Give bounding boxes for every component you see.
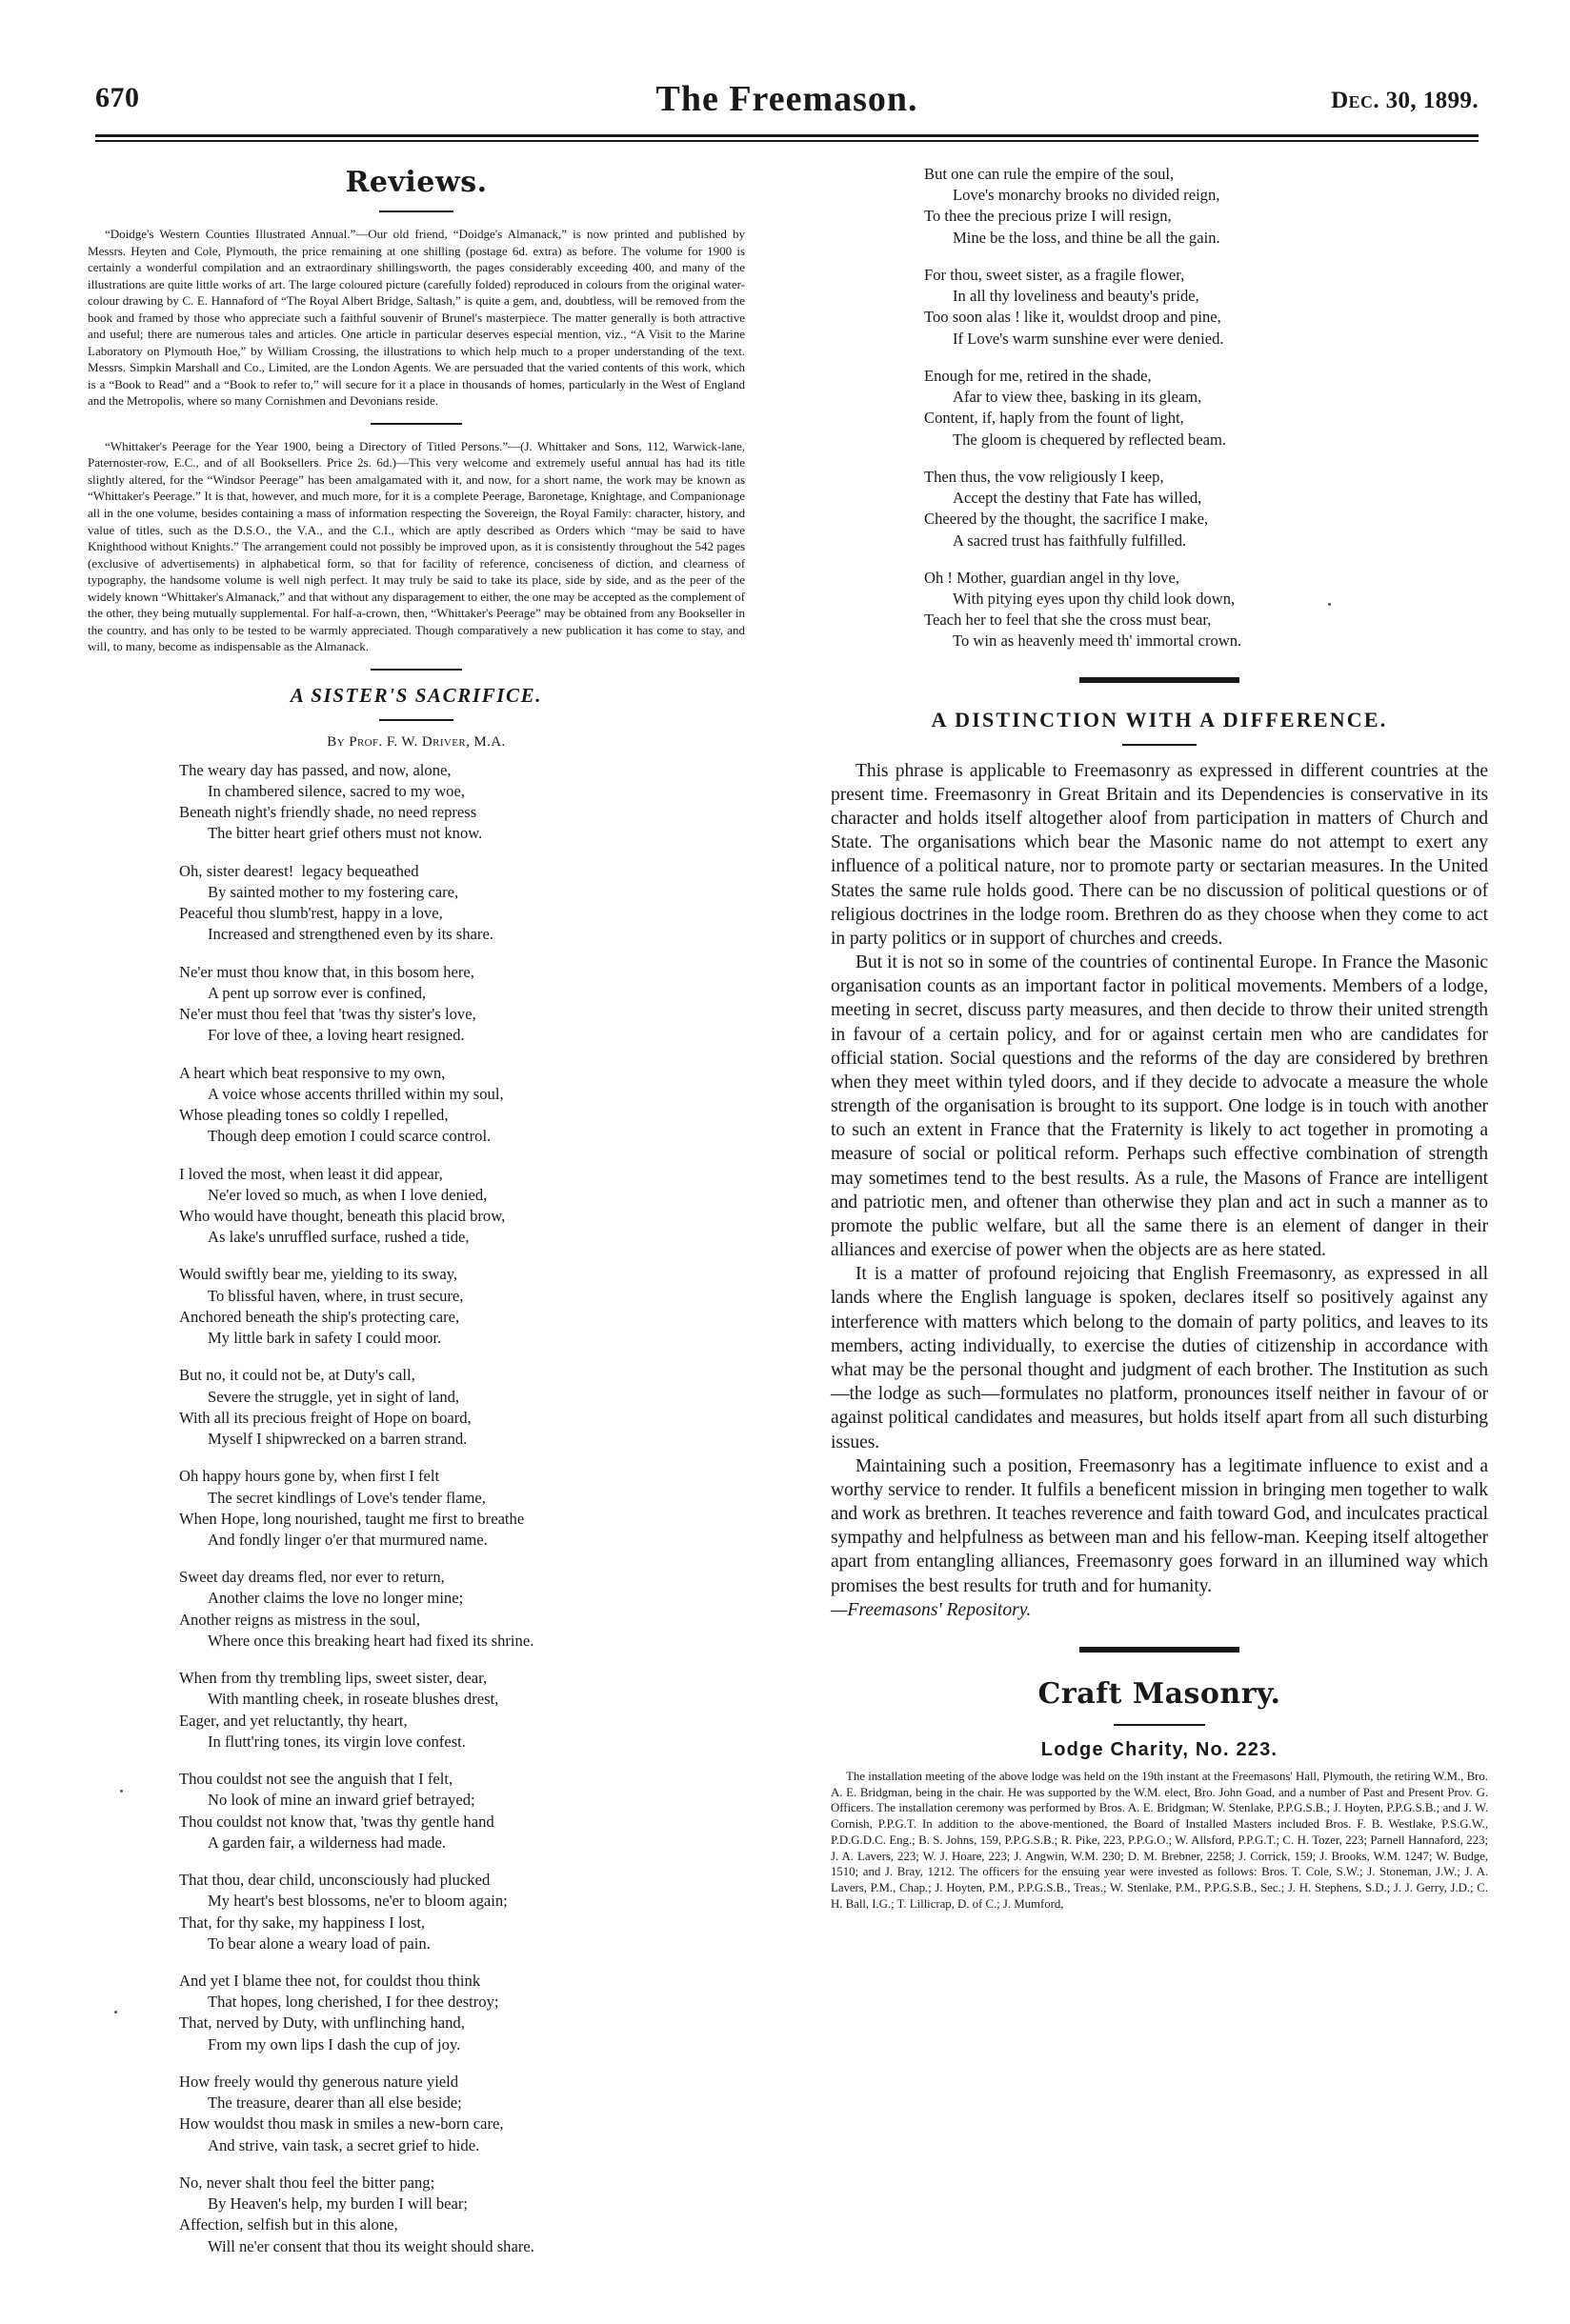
poem-line: My heart's best blossoms, ne'er to bloom again; xyxy=(208,1892,508,1911)
poem-line: And fondly linger o'er that murmured name. xyxy=(208,1531,488,1550)
article-paragraph: Maintaining such a position, Freemasonry has a legitimate influence to exist and a worthy service to render. It fulfils a beneficent mission in bringing men together to walk and work as brethren. It teaches reverence and faith toward God, and inculcates practical sympathy and helpfulness as between man and his fellow-man. Keeping itself altogether apart from entangling alliances, Freemasonry goes forward in an illumined way which promises the best results for truth and for humanity. xyxy=(831,1455,1488,1596)
poem-line: How wouldst thou mask in smiles a new-born care, xyxy=(179,2114,504,2134)
poem-line: Then thus, the vow religiously I keep, xyxy=(924,467,1164,486)
poem-stanza xyxy=(179,2173,745,2257)
poem-line: The weary day has passed, and now, alone, xyxy=(179,760,452,779)
poem-line: Eager, and yet reluctantly, thy heart, xyxy=(179,1711,408,1730)
poem-line: A sacred trust has faithfully fulfilled. xyxy=(953,531,1187,550)
article-body xyxy=(831,759,1488,1622)
poem-line: That hopes, long cherished, I for thee destroy; xyxy=(208,1993,499,2012)
lodge-report-text: The installation meeting of the above lodge was held on the 19th instant at the Freemasons' Hall, Plymouth, the retiring W.M., Bro. A. E. Bridgman, being in the chair. He was supported by the W.M. elect, Bro. John Goad, and a number of Past and Present Prov. G. Officers. The installation ceremony was performed by Bros. A. E. Bridgman; W. Stenlake, P.P.G.S.B.; J. Hoyten, P.P.G.S.B.; and J. W. Cornish, P.P.G.T. In addition to the above-mentioned, the Board of Installed Masters included Bros. F. B. Westlake, P.S.G.W., P.D.G.D.C. Eng.; B. S. Johns, 159, P.P.G.S.B.; R. Pike, 223, P.P.G.O.; W. Allsford, P.P.G.T.; C. H. Tozer, 223; Parnell Hannaford, 223; J. A. Lavers, 223; W. J. Hoare, 223; J. Angwin, W.M. 230; D. M. Brebner, 2258; J. Corrick, 159; J. Brooks, W.M. 1247; W. Budge, 1510; and J. Bray, 1212. The officers for the ensuing year were invested as follows: Bros. T. Cole, S.W.; J. Stoneman, J.W.; J. A. Lavers, P.M., Chap.; J. Hoyten, P.M., P.P.G.S.B., Treas.; W. Stenlake, P.M., P.P.G.S.B., Sec.; J. H. Stephens, S.D.; J. J. Gerry, J.D.; C. H. Ball, I.G.; T. Lillicrap, D. of C.; J. Mumford, xyxy=(831,1769,1488,1911)
poem-line: To win as heavenly meed th' immortal crown. xyxy=(953,631,1242,651)
poem-line: With pitying eyes upon thy child look down, xyxy=(953,589,1236,608)
poem-line: To thee the precious prize I will resign, xyxy=(924,207,1172,226)
craft-separator-rule xyxy=(1079,1647,1239,1653)
poem-stanza xyxy=(924,467,1488,551)
poem-line: Accept the destiny that Fate has willed, xyxy=(953,489,1202,508)
poem-stanza xyxy=(179,962,745,1047)
poem-stanza xyxy=(179,760,745,845)
poem-line: Oh ! Mother, guardian angel in thy love, xyxy=(924,568,1179,587)
craft-masonry-heading: Craft Masonry. xyxy=(1037,1676,1281,1711)
poem-line: That, for thy sake, my happiness I lost, xyxy=(179,1913,426,1932)
poem-line: Another reigns as mistress in the soul, xyxy=(179,1610,421,1629)
poem-line: Sweet day dreams fled, nor ever to return, xyxy=(179,1568,445,1587)
article-title: A DISTINCTION WITH A DIFFERENCE. xyxy=(931,707,1388,731)
right-column xyxy=(831,160,1488,1913)
poem-line: Myself I shipwrecked on a barren strand. xyxy=(208,1430,468,1449)
poem-title: A SISTER'S SACRIFICE. xyxy=(290,683,543,707)
poem-stanza xyxy=(179,1971,745,2055)
poem-line: The bitter heart grief others must not know. xyxy=(208,824,483,843)
poem-stanza xyxy=(179,1870,745,1954)
poem-line: Mine be the loss, and thine be all the gain. xyxy=(953,228,1220,247)
poem-line: Affection, selfish but in this alone, xyxy=(179,2215,398,2234)
poem-line: A voice whose accents thrilled within my soul, xyxy=(208,1084,504,1103)
poem-stanza xyxy=(179,1769,745,1853)
poem-line: Oh, sister dearest! legacy bequeathed xyxy=(179,861,419,880)
publication-title: The Freemason. xyxy=(655,79,918,119)
poem-line: By Heaven's help, my burden I will bear; xyxy=(208,2194,469,2214)
poem-line: The gloom is chequered by reflected beam. xyxy=(953,430,1227,449)
poem-line: Ne'er must thou know that, in this bosom here, xyxy=(179,962,474,981)
scan-speck xyxy=(114,2011,117,2013)
poem-line: Thou couldst not see the anguish that I felt, xyxy=(179,1770,453,1789)
review-separator-rule xyxy=(371,423,462,425)
poem-line: Teach her to feel that she the cross must bear, xyxy=(924,611,1212,630)
poem-line: That, nerved by Duty, with unflinching hand, xyxy=(179,2013,465,2033)
issue-date: Dec. 30, 1899. xyxy=(1331,88,1479,113)
poem-line: To blissful haven, where, in trust secure, xyxy=(208,1286,464,1305)
poem-line: As lake's unruffled surface, rushed a tide, xyxy=(208,1228,470,1247)
poem-line: From my own lips I dash the cup of joy. xyxy=(208,2034,461,2054)
poem-line: I loved the most, when least it did appear, xyxy=(179,1164,443,1183)
poem-line: Will ne'er consent that thou its weight should share. xyxy=(208,2236,534,2255)
poem-line: How freely would thy generous nature yield xyxy=(179,2072,459,2091)
poem-line: And yet I blame thee not, for couldst thou think xyxy=(179,1972,481,1990)
poem-line: Love's monarchy brooks no divided reign, xyxy=(953,186,1220,205)
poem-stanza xyxy=(179,1466,745,1551)
scan-speck xyxy=(1328,603,1331,606)
poem-stanza xyxy=(179,1668,745,1753)
article-paragraph: This phrase is applicable to Freemasonry as expressed in different countries at the present time. Freemasonry in Great Britain and its Dependencies is conservative in its character and holds itself altogether aloof from participation in matters of Church and State. The organisations which bear the Masonic name do not attempt to exert any influence of a political nature, nor to promote party or sectarian measures. In the United States the same rule holds good. There can be no discussion of political questions or of religious doctrines in the lodge room. Brethren do as they choose when they come to act in party politics or in support of churches and creeds. xyxy=(831,760,1488,949)
reviews-heading: Reviews. xyxy=(345,166,488,199)
poem-line: But one can rule the empire of the soul, xyxy=(924,165,1175,183)
poem-line: To bear alone a weary load of pain. xyxy=(208,1933,431,1953)
article-paragraph: But it is not so in some of the countries of continental Europe. In France the Masonic organisation counts as an important factor in political movements. Members of a lodge, meeting in secret, discuss party measures, and then decide to throw their united strength in favour of a certain policy, and for or against certain men who are candidates for official station. Social questions and the reforms of the day are considered by brethren when they meet within tyled doors, and if they decide to advocate a measure the whole strength of the organisation is brought to its support. One lodge is in touch with another to such an extent in France that the Fraternity is likely to act together in promoting a measure of social or political reform. Perhaps such effective combination of strength may sometimes tend to the best results. As a rule, the Masons of France are intelligent and patriotic men, and oftener than otherwise they plan and act in such a manner as to promote the public welfare, but all the same there is an element of danger in their alliances and exercise of power when the objects are as here stated. xyxy=(831,952,1488,1261)
poem-stanza xyxy=(924,366,1488,451)
article-source-credit: —Freemasons' Repository. xyxy=(831,1599,1032,1620)
poem-line: That thou, dear child, unconsciously had plucked xyxy=(179,1871,491,1890)
poem-stanza xyxy=(924,164,1488,249)
poem-line: No look of mine an inward grief betrayed; xyxy=(208,1791,475,1810)
poem-line: Cheered by the thought, the sacrifice I make, xyxy=(924,510,1209,529)
poem-line: A heart which beat responsive to my own, xyxy=(179,1063,446,1082)
poem-line: Beneath night's friendly shade, no need repress xyxy=(179,803,477,822)
article-paragraph: It is a matter of profound rejoicing that English Freemasonry, as expressed in all lands where the English language is spoken, declares itself so positively against any interference with matters which belong to the domain of party politics, and leaves to its members, acting individually, to exercise the duties of citizenship in accordance with what may be the personal thought and judgment of each brother. The Institution as such—the lodge as such—formulates no platform, pronounces itself neither in favour of or against political candidates and measures, but holds itself apart from all such disturbing issues. xyxy=(831,1264,1488,1452)
poem-line: My little bark in safety I could moor. xyxy=(208,1329,442,1348)
craft-heading-rule xyxy=(1114,1724,1205,1726)
poem-separator-rule xyxy=(371,669,462,671)
review-whittakers: “Whittaker's Peerage for the Year 1900, being a Directory of Titled Persons.”—(J. Whittaker and Sons, 112, Warwick-lane, Paternoster-row, E.C., and of all Booksellers. Price 2s. 6d.)—This very welcome and extremely useful annual has had its title slightly altered, for the “Windsor Peerage” has been amalgamated with it, and now, for a short name, the work may be known as “Whittaker's Peerage.” It is that, however, and much more, for it is a complete Peerage, Baronetage, Knightage, and Companionage all in the one volume, besides containing a mass of information respecting the Sovereign, the Royal Family: character, history, and value of titles, such as the D.S.O., the V.A., and the C.I., which are aptly described as Orders which “may be said to have Knighthood without Knights.” The arrangement could not possibly be improved upon, as it is consistently throughout the 542 pages (exclusive of advertisements) in alphabetical form, so that for facility of reference, conciseness of diction, and clearness of typography, the handsome volume is well nigh perfect. It may truly be said to take its place, side by side, and as the peer of the widely known “Whittaker's Almanack,” and that without any disparagement to either, the one may be accepted as the complement of the other, they being mutually supplemental. For half-a-crown, then, “Whittaker's Peerage” may be obtained from any Bookseller in the country, and has only to be tested to be warmly appreciated. Though comparatively a new publication it has come to stay, and will, to many, become as indispensable as the Almanack. xyxy=(88,438,745,654)
heading-rule xyxy=(379,210,453,212)
poem-line: In flutt'ring tones, its virgin love confest. xyxy=(208,1732,466,1751)
article-title-rule xyxy=(1122,744,1197,746)
poem-stanza xyxy=(179,1365,745,1450)
poem-stanza xyxy=(179,1164,745,1249)
poem-stanzas-left xyxy=(88,760,745,2257)
poem-line: Peaceful thou slumb'rest, happy in a love, xyxy=(179,904,443,923)
poem-line: Would swiftly bear me, yielding to its sway, xyxy=(179,1265,458,1284)
poem-stanza xyxy=(924,265,1488,350)
poem-stanza xyxy=(179,2072,745,2156)
poem-line: In chambered silence, sacred to my woe, xyxy=(208,781,465,800)
poem-line: Anchored beneath the ship's protecting care, xyxy=(179,1307,460,1326)
poem-line: The treasure, dearer than all else beside; xyxy=(208,2094,462,2113)
poem-line: In all thy loveliness and beauty's pride, xyxy=(953,287,1199,306)
poem-line: Thou couldst not know that, 'twas thy gentle hand xyxy=(179,1812,494,1831)
poem-line: And strive, vain task, a secret grief to hide. xyxy=(208,2135,480,2154)
poem-line: Oh happy hours gone by, when first I felt xyxy=(179,1467,440,1486)
poem-title-rule xyxy=(379,719,453,721)
poem-stanza xyxy=(179,861,745,946)
poem-line: Where once this breaking heart had fixed its shrine. xyxy=(208,1631,534,1650)
review-doidges: “Doidge's Western Counties Illustrated Annual.”—Our old friend, “Doidge's Almanack,” is now printed and published by Messrs. Heyten and Cole, Plymouth, the price remaining at one shilling (postage 6d. extra) as before. The volume for 1900 is certainly a wonderful compilation and an extraordinary shillingsworth, the pages considerably exceeding 400, and many of the illustrations are quite little works of art. The large coloured picture (carefully folded) reproduced in colours from the original water-colour drawing by C. E. Hannaford of “The Royal Albert Bridge, Saltash,” is quite a gem, and, doubtless, will be removed from the book and framed by those who appreciate such a faithful souvenir of Brunel's masterpiece. The matter generally is both attractive and useful; there are numerous tales and articles. One article in particular deserves especial mention, viz., “A Visit to the Marine Laboratory on Plymouth Hoe,” by William Crossing, the illustrations to which help much to a proper understanding of the text. Messrs. Simpkin Marshall and Co., Limited, are the London Agents. We are persuaded that the varied contents of this work, which is a “Book to Read” and a “Book to refer to,” will secure for it a place in thousands of homes, particularly in the West of England and the Metropolis, where so many Cornishmen and Devonians reside. xyxy=(88,227,745,409)
poem-stanza xyxy=(179,1567,745,1652)
poem-stanza xyxy=(924,568,1488,652)
poem-line: Enough for me, retired in the shade, xyxy=(924,366,1152,385)
poem-line: For love of thee, a loving heart resigned. xyxy=(208,1026,465,1045)
poem-line: Who would have thought, beneath this placid brow, xyxy=(179,1206,506,1225)
poem-line: Though deep emotion I could scarce control. xyxy=(208,1127,492,1146)
poem-byline: By Prof. F. W. Driver, M.A. xyxy=(327,733,506,750)
poem-line: When from thy trembling lips, sweet sister, dear, xyxy=(179,1669,488,1688)
poem-line: No, never shalt thou feel the bitter pang; xyxy=(179,2173,435,2192)
poem-stanza xyxy=(179,1063,745,1148)
poem-line: Afar to view thee, basking in its gleam, xyxy=(953,388,1202,407)
poem-line: When Hope, long nourished, taught me first to breathe xyxy=(179,1509,525,1528)
poem-line: For thou, sweet sister, as a fragile flower, xyxy=(924,265,1185,284)
lodge-charity-heading: Lodge Charity, No. 223. xyxy=(1040,1738,1278,1760)
article-separator-rule xyxy=(1079,677,1239,683)
poem-line: Ne'er must thou feel that 'twas thy sister's love, xyxy=(179,1005,476,1024)
masthead xyxy=(95,79,1479,139)
poem-line: Whose pleading tones so coldly I repelled, xyxy=(179,1106,449,1125)
poem-stanza xyxy=(179,1264,745,1349)
poem-line: The secret kindlings of Love's tender flame, xyxy=(208,1488,486,1507)
poem-stanzas-right xyxy=(831,164,1488,652)
poem-line: A garden fair, a wilderness had made. xyxy=(208,1833,446,1852)
poem-line: But no, it could not be, at Duty's call, xyxy=(179,1366,415,1385)
poem-line: Ne'er loved so much, as when I love denied, xyxy=(208,1185,488,1204)
poem-line: If Love's warm sunshine ever were denied. xyxy=(953,329,1224,348)
left-column xyxy=(88,160,745,2274)
poem-line: Another claims the love no longer mine; xyxy=(208,1589,464,1608)
poem-line: With mantling cheek, in roseate blushes drest, xyxy=(208,1690,499,1709)
poem-line: Severe the struggle, yet in sight of land, xyxy=(208,1387,460,1406)
poem-line: By sainted mother to my fostering care, xyxy=(208,882,459,901)
page-number: 670 xyxy=(95,82,140,113)
poem-line: Increased and strengthened even by its share. xyxy=(208,925,493,944)
poem-line: With all its precious freight of Hope on board, xyxy=(179,1408,472,1427)
scan-speck xyxy=(120,1790,123,1793)
masthead-rule xyxy=(95,134,1479,142)
poem-line: Content, if, haply from the fount of light, xyxy=(924,409,1184,428)
poem-line: A pent up sorrow ever is confined, xyxy=(208,983,427,1002)
poem-line: Too soon alas ! like it, wouldst droop and pine, xyxy=(924,308,1221,327)
